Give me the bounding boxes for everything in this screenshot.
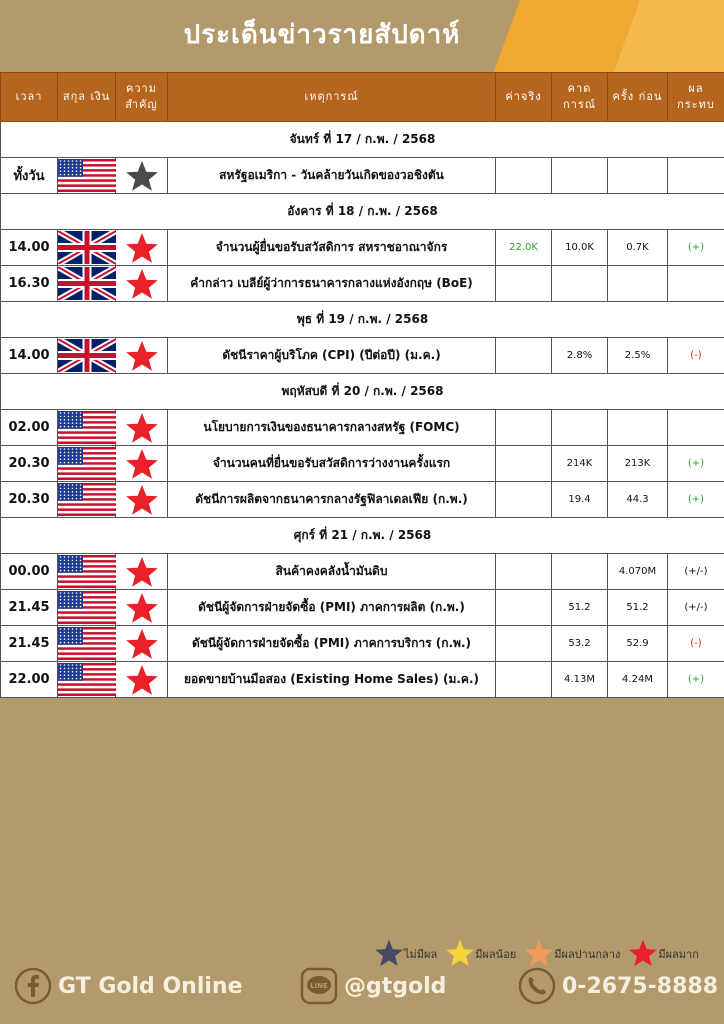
day-label: จันทร์ ที่ 17 / ก.พ. / 2568 [1, 122, 724, 158]
facebook-icon [14, 967, 52, 1005]
actual-value [496, 338, 552, 374]
previous-value: 213K [608, 446, 668, 482]
impact-value [668, 266, 724, 302]
event-row[interactable] [1, 662, 724, 698]
forecast-value [552, 266, 608, 302]
day-label: ศุกร์ ที่ 21 / ก.พ. / 2568 [1, 518, 724, 554]
us-flag-icon [58, 158, 116, 194]
legend-label: มีผลมาก [658, 948, 699, 961]
phone-number: 0-2675-8888 [562, 973, 719, 999]
previous-value [608, 266, 668, 302]
calendar-table [0, 72, 724, 698]
uk-flag-icon [58, 266, 116, 302]
forecast-value: 51.2 [552, 590, 608, 626]
forecast-value [552, 410, 608, 446]
table-body [1, 122, 724, 698]
col-previous: ครั้ง ก่อน [608, 73, 668, 122]
day-header-row [1, 518, 724, 554]
importance-star-icon [116, 554, 168, 590]
event-title: ดัชนีราคาผู้บริโภค (CPI) (ปีต่อปี) (ม.ค.) [168, 338, 496, 374]
table-header-row [1, 73, 724, 122]
impact-value: (+/-) [668, 554, 724, 590]
event-title: ดัชนีผู้จัดการฝ่ายจัดซื้อ (PMI) ภาคการผลิต (ก.พ.) [168, 590, 496, 626]
forecast-value: 19.4 [552, 482, 608, 518]
actual-value: 22.0K [496, 230, 552, 266]
legend-label: มีผลน้อย [475, 948, 517, 961]
page-title: ประเด็นข่าวรายสัปดาห์ [183, 20, 461, 50]
line-icon [300, 967, 338, 1005]
importance-star-icon [116, 446, 168, 482]
importance-star-icon [116, 230, 168, 266]
event-time: 14.00 [1, 230, 58, 266]
impact-value: (-) [668, 338, 724, 374]
us-flag-icon [58, 626, 116, 662]
event-time: 02.00 [1, 410, 58, 446]
uk-flag-icon [58, 338, 116, 374]
actual-value [496, 266, 552, 302]
actual-value [496, 446, 552, 482]
event-row[interactable] [1, 266, 724, 302]
forecast-value: 10.0K [552, 230, 608, 266]
event-time: 14.00 [1, 338, 58, 374]
event-title: จำนวนคนที่ยื่นขอรับสวัสดิการว่างงานครั้งแรก [168, 446, 496, 482]
event-row[interactable] [1, 338, 724, 374]
event-title: คำกล่าว เบลีย์ผู้ว่าการธนาคารกลางแห่งอังกฤษ (BoE) [168, 266, 496, 302]
day-header-row [1, 374, 724, 410]
previous-value: 4.24M [608, 662, 668, 698]
uk-flag-icon [58, 230, 116, 266]
event-title: สหรัฐอเมริกา - วันคล้ายวันเกิดของวอชิงตัน [168, 158, 496, 194]
forecast-value: 2.8% [552, 338, 608, 374]
legend-label: มีผลปานกลาง [554, 948, 621, 961]
actual-value [496, 554, 552, 590]
facebook-contact[interactable] [14, 967, 243, 1005]
event-time: ทั้งวัน [1, 158, 58, 194]
legend-label: ไม่มีผล [404, 948, 438, 961]
previous-value: 4.070M [608, 554, 668, 590]
event-time: 16.30 [1, 266, 58, 302]
event-row[interactable] [1, 446, 724, 482]
impact-value: (+/-) [668, 590, 724, 626]
actual-value [496, 410, 552, 446]
economic-calendar [0, 72, 724, 698]
importance-star-icon [116, 662, 168, 698]
day-header-row [1, 302, 724, 338]
impact-value: (+) [668, 662, 724, 698]
forecast-value [552, 158, 608, 194]
phone-contact[interactable] [518, 967, 718, 1005]
previous-value: 2.5% [608, 338, 668, 374]
col-importance: ความ สำคัญ [116, 73, 168, 122]
forecast-value: 53.2 [552, 626, 608, 662]
event-time: 21.45 [1, 626, 58, 662]
actual-value [496, 626, 552, 662]
event-row[interactable] [1, 230, 724, 266]
importance-star-icon [116, 338, 168, 374]
importance-star-icon [116, 410, 168, 446]
event-title: จำนวนผู้ยื่นขอรับสวัสดิการ สหราชอาณาจักร [168, 230, 496, 266]
event-time: 00.00 [1, 554, 58, 590]
line-contact[interactable] [300, 967, 446, 1005]
impact-value: (+) [668, 230, 724, 266]
svg-text:LINE: LINE [310, 982, 328, 990]
col-forecast: คาด การณ์ [552, 73, 608, 122]
day-header-row [1, 194, 724, 230]
col-time: เวลา [1, 73, 58, 122]
us-flag-icon [58, 590, 116, 626]
header-banner [0, 0, 724, 72]
impact-value [668, 410, 724, 446]
day-header-row [1, 122, 724, 158]
event-row[interactable] [1, 158, 724, 194]
col-actual: ค่าจริง [496, 73, 552, 122]
impact-value: (-) [668, 626, 724, 662]
importance-star-icon [116, 158, 168, 194]
previous-value: 0.7K [608, 230, 668, 266]
importance-star-icon [116, 590, 168, 626]
event-time: 21.45 [1, 590, 58, 626]
actual-value [496, 662, 552, 698]
col-event: เหตุการณ์ [168, 73, 496, 122]
day-label: พุธ ที่ 19 / ก.พ. / 2568 [1, 302, 724, 338]
impact-value [668, 158, 724, 194]
event-title: ยอดขายบ้านมือสอง (Existing Home Sales) (ม.ค.) [168, 662, 496, 698]
event-title: นโยบายการเงินของธนาคารกลางสหรัฐ (FOMC) [168, 410, 496, 446]
day-label: อังคาร ที่ 18 / ก.พ. / 2568 [1, 194, 724, 230]
previous-value [608, 158, 668, 194]
forecast-value [552, 554, 608, 590]
footer [0, 962, 724, 1012]
event-row[interactable] [1, 626, 724, 662]
line-id: @gtgold [344, 973, 447, 999]
facebook-name: GT Gold Online [58, 973, 243, 999]
us-flag-icon [58, 446, 116, 482]
actual-value [496, 590, 552, 626]
impact-value: (+) [668, 482, 724, 518]
us-flag-icon [58, 554, 116, 590]
event-title: ดัชนีผู้จัดการฝ่ายจัดซื้อ (PMI) ภาคการบริการ (ก.พ.) [168, 626, 496, 662]
importance-star-icon [116, 266, 168, 302]
event-row[interactable] [1, 554, 724, 590]
previous-value: 51.2 [608, 590, 668, 626]
us-flag-icon [58, 662, 116, 698]
event-title: ดัชนีการผลิตจากธนาคารกลางรัฐฟิลาเดลเฟีย (ก.พ.) [168, 482, 496, 518]
us-flag-icon [58, 482, 116, 518]
phone-icon [518, 967, 556, 1005]
forecast-value: 4.13M [552, 662, 608, 698]
importance-star-icon [116, 626, 168, 662]
actual-value [496, 482, 552, 518]
previous-value: 52.9 [608, 626, 668, 662]
us-flag-icon [58, 410, 116, 446]
event-row[interactable] [1, 482, 724, 518]
event-row[interactable] [1, 590, 724, 626]
previous-value: 44.3 [608, 482, 668, 518]
event-time: 20.30 [1, 482, 58, 518]
importance-star-icon [116, 482, 168, 518]
previous-value [608, 410, 668, 446]
day-label: พฤหัสบดี ที่ 20 / ก.พ. / 2568 [1, 374, 724, 410]
event-time: 20.30 [1, 446, 58, 482]
col-impact: ผล กระทบ [668, 73, 724, 122]
event-row[interactable] [1, 410, 724, 446]
event-time: 22.00 [1, 662, 58, 698]
impact-value: (+) [668, 446, 724, 482]
event-title: สินค้าคงคลังน้ำมันดิบ [168, 554, 496, 590]
col-currency: สกุล เงิน [58, 73, 116, 122]
actual-value [496, 158, 552, 194]
forecast-value: 214K [552, 446, 608, 482]
